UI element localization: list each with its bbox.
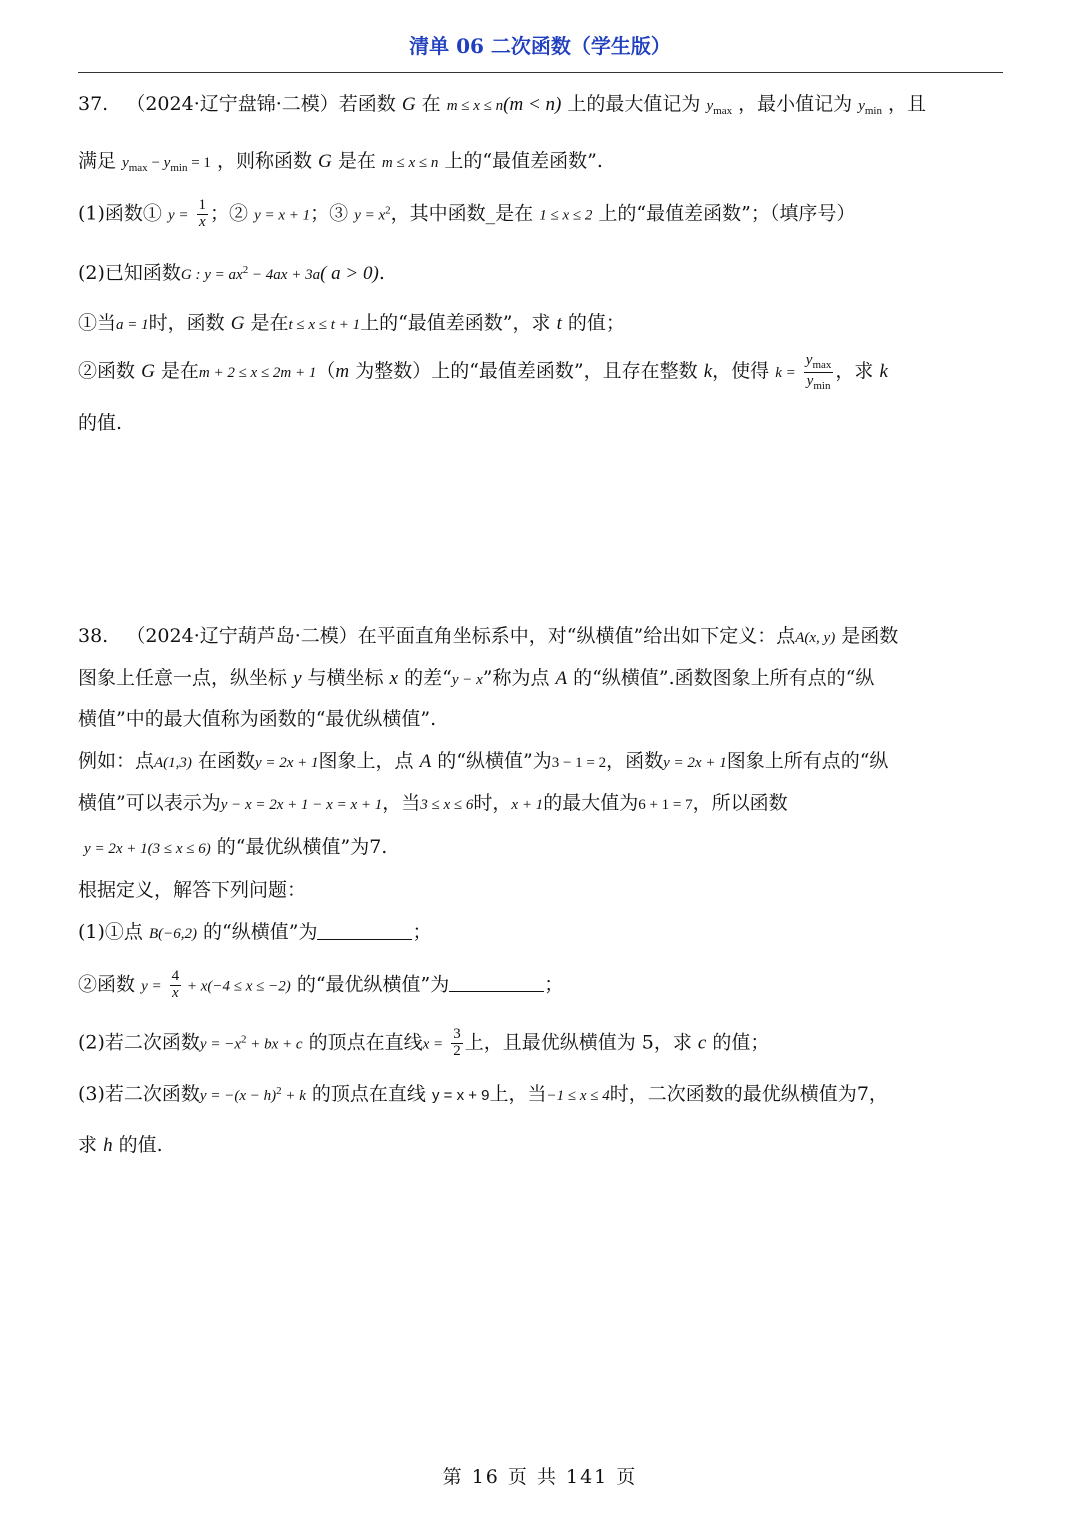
q37-line-2: 满足 $y_{max} - y_{min} = 1$ ，则称函数 G 是在 m ≤ x ≤ n 上的“最值差函数”. xyxy=(78,150,603,174)
q38-example-3: y = 2x + 1(3 ≤ x ≤ 6) 的“最优纵横值”为7. xyxy=(84,836,388,858)
q38-sub4: (3)若二次函数$y = -(x - h)^2 + k$ 的顶点在直线 y = x + 9上，当−1 ≤ x ≤ 4时，二次函数的最优纵横值为7， xyxy=(78,1083,888,1105)
answer-blank-1[interactable] xyxy=(317,921,412,940)
q37-end: 的值. xyxy=(78,412,123,434)
answer-blank-2[interactable] xyxy=(449,973,544,992)
q37-part2: (2)已知函数G : $y = ax^2 - 4ax + 3a$( a > 0). xyxy=(78,262,385,284)
q38-end: 求 h 的值. xyxy=(78,1134,163,1156)
q38-line-3: 横值”中的最大值称为函数的“最优纵横值”. xyxy=(78,708,437,730)
q38-sub3: (2)若二次函数$y = -x^2$ + bx + c 的顶点在直线x = $\frac{3}{2}$ 上，且最优纵横值为 5，求 c 的值； xyxy=(78,1026,770,1059)
fraction-1-over-x: $\frac{1}{x}$ xyxy=(198,197,207,230)
fraction-3-over-2: $\frac{3}{2}$ xyxy=(453,1026,461,1059)
q38-line-1: 38. （2024·辽宁葫芦岛·二模）在平面直角坐标系中，对“纵横值”给出如下定义：点A(x, y) 是函数 xyxy=(78,625,899,647)
q38-sub2: ②函数 y = $\frac{4}{x}$ + x(−4 ≤ x ≤ −2) 的“最优纵横值”为 ； xyxy=(78,968,564,1001)
q38-intro: 根据定义，解答下列问题： xyxy=(78,879,307,901)
header-divider xyxy=(78,72,1003,73)
fraction-ymax-over-ymin: $\frac{y_{max}}{y_{min}}$ xyxy=(805,352,832,392)
fraction-4-over-x: $\frac{4}{x}$ xyxy=(171,968,180,1001)
q37-sub2: ②函数 G 是在m + 2 ≤ x ≤ 2m + 1（m 为整数）上的“最值差函数”，且存在整数 k，使得 k = $\frac{y_{max}}{y_{min}}$ ，求 k xyxy=(78,352,888,392)
q38-sub1: (1)①点 B(−6,2) 的“纵横值”为 ； xyxy=(78,921,432,943)
q38-example-2: 横值”可以表示为y − x = 2x + 1 − x = x + 1，当3 ≤ x ≤ 6时，x + 1的最大值为6 + 1 = 7，所以函数 xyxy=(78,792,788,814)
q37-line-1: 37. （2024·辽宁盘锦·二模）若函数 G 在 m ≤ x ≤ n(m < n) 上的最大值记为 $y_{max}$ ，最小值记为 $y_{min}$ ，且 xyxy=(78,93,927,117)
page-title: 清单 06 二次函数（学生版） xyxy=(409,34,671,58)
page-number: 第 16 页 共 141 页 xyxy=(442,1466,638,1488)
q37-part1: (1)函数① y = $\frac{1}{x}$ ；② y = x + 1；③ $y = x^2$，其中函数_是在 1 ≤ x ≤ 2 上的“最值差函数”；（填序号） xyxy=(78,197,856,230)
q37-sub1: ①当a = 1时，函数 G 是在t ≤ x ≤ t + 1上的“最值差函数”，求 t 的值； xyxy=(78,312,625,334)
q38-example-1: 例如：点A(1,3) 在函数y = 2x + 1图象上，点 A 的“纵横值”为3 − 1 = 2，函数y = 2x + 1图象上所有点的“纵 xyxy=(78,750,889,772)
q38-line-2: 图象上任意一点，纵坐标 y 与横坐标 x 的差“y − x”称为点 A 的“纵横值”.函数图象上所有点的“纵 xyxy=(78,667,875,689)
